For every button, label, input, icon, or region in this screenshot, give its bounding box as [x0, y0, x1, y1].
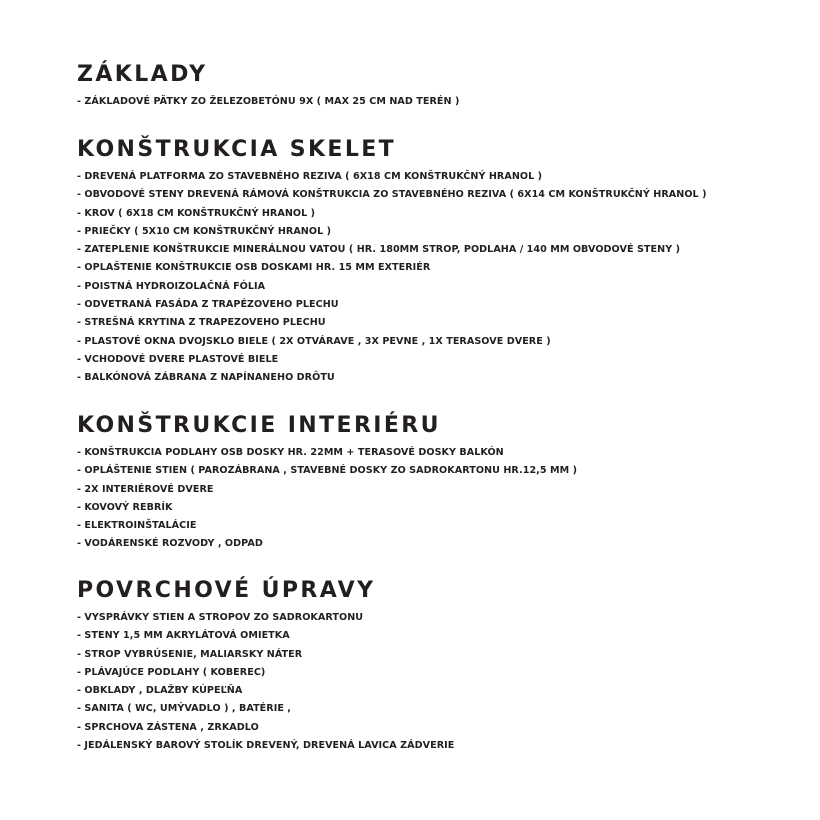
list-item: - OPLÁŠTENIE STIEN ( PAROZÁBRANA , STAVEBNÉ DOSKY ZO SADROKARTONU HR.12,5 MM )	[77, 465, 577, 477]
list-item: - VYSPRÁVKY STIEN A STROPOV ZO SADROKARTONU	[77, 612, 364, 623]
list-item: - STENY 1,5 MM AKRYLÁTOVÁ OMIETKA	[77, 630, 290, 642]
list-item: - ZATEPLENIE KONŠTRUKCIE MINERÁLNOU VATOU ( HR. 180MM STROP, PODLAHA / 140 MM OBVODOVÉ STENY )	[77, 244, 681, 256]
list-item: - PLÁVAJÚCE PODLAHY ( KOBEREC)	[77, 666, 266, 678]
list-item: - BALKÓNOVÁ ZÁBRANA Z NAPÍNANEHO DRÔTU	[77, 372, 335, 384]
list-item: - ZÁKLADOVÉ PÄTKY ZO ŽELEZOBETÓNU 9X ( MAX 25 CM NAD TERÉN )	[77, 96, 460, 107]
list-item: - JEDÁLENSKÝ BAROVÝ STOLÍK DREVENÝ, DREVENÁ LAVICA ZÁDVERIE	[77, 740, 455, 752]
list-item: - KROV ( 6X18 CM KONŠTRUKČNÝ HRANOL )	[77, 207, 316, 219]
list-item: - 2X INTERIÉROVÉ DVERE	[77, 483, 214, 495]
section-konstrukcia-skelet	[77, 137, 797, 388]
list-item: - VODÁRENSKÉ ROZVODY , ODPAD	[77, 538, 263, 550]
section-zaklady	[77, 62, 797, 111]
list-item: - OBVODOVÉ STENY DREVENÁ RÁMOVÁ KONŠTRUKCIA ZO STAVEBNÉHO REZIVA ( 6X14 CM KONŠTRUKČNÝ HRANOL )	[77, 189, 707, 201]
list-item: - DREVENÁ PLATFORMA ZO STAVEBNÉHO REZIVA ( 6X18 CM KONŠTRUKČNÝ HRANOL )	[77, 171, 543, 182]
list-item: - STREŠNÁ KRYTINA Z TRAPEZOVEHO PLECHU	[77, 317, 326, 329]
section-title: ZÁKLADY	[77, 62, 208, 87]
list-item: - KONŠTRUKCIA PODLAHY OSB DOSKY HR. 22MM + TERASOVÉ DOSKY BALKÓN	[77, 447, 504, 458]
item-list	[77, 444, 797, 554]
section-title: KONŠTRUKCIA SKELET	[77, 137, 397, 162]
list-item: - PLASTOVÉ OKNA DVOJSKLO BIELE ( 2X OTVÁRAVE , 3X PEVNE , 1X TERASOVE DVERE )	[77, 335, 551, 347]
list-item: - SPRCHOVA ZÁSTENA , ZRKADLO	[77, 721, 259, 733]
item-list	[77, 93, 797, 111]
section-konstrukcie-interieru	[77, 413, 797, 554]
list-item: - VCHODOVÉ DVERE PLASTOVÉ BIELE	[77, 353, 279, 365]
list-item: - SANITA ( WC, UMÝVADLO ) , BATÉRIE ,	[77, 703, 292, 715]
item-list	[77, 609, 797, 755]
list-item: - OBKLADY , DLAŽBY KÚPEĽŇA	[77, 685, 243, 697]
section-title: POVRCHOVÉ ÚPRAVY	[77, 578, 376, 603]
section-povrchove-upravy	[77, 578, 797, 755]
item-list	[77, 168, 797, 388]
section-title: KONŠTRUKCIE INTERIÉRU	[77, 413, 441, 438]
list-item: - KOVOVÝ REBRÍK	[77, 501, 173, 513]
list-item: - OPLAŠTENIE KONŠTRUKCIE OSB DOSKAMI HR. 15 MM EXTERIÉR	[77, 262, 431, 274]
list-item: - ODVETRANÁ FASÁDA Z TRAPÉZOVEHO PLECHU	[77, 299, 339, 311]
list-item: - STROP VYBRÚSENIE, MALIARSKY NÁTER	[77, 648, 303, 660]
list-item: - PRIEČKY ( 5X10 CM KONŠTRUKČNÝ HRANOL )	[77, 225, 332, 237]
list-item: - POISTNÁ HYDROIZOLAČNÁ FÓLIA	[77, 280, 266, 292]
list-item: - ELEKTROINŠTALÁCIE	[77, 520, 197, 532]
